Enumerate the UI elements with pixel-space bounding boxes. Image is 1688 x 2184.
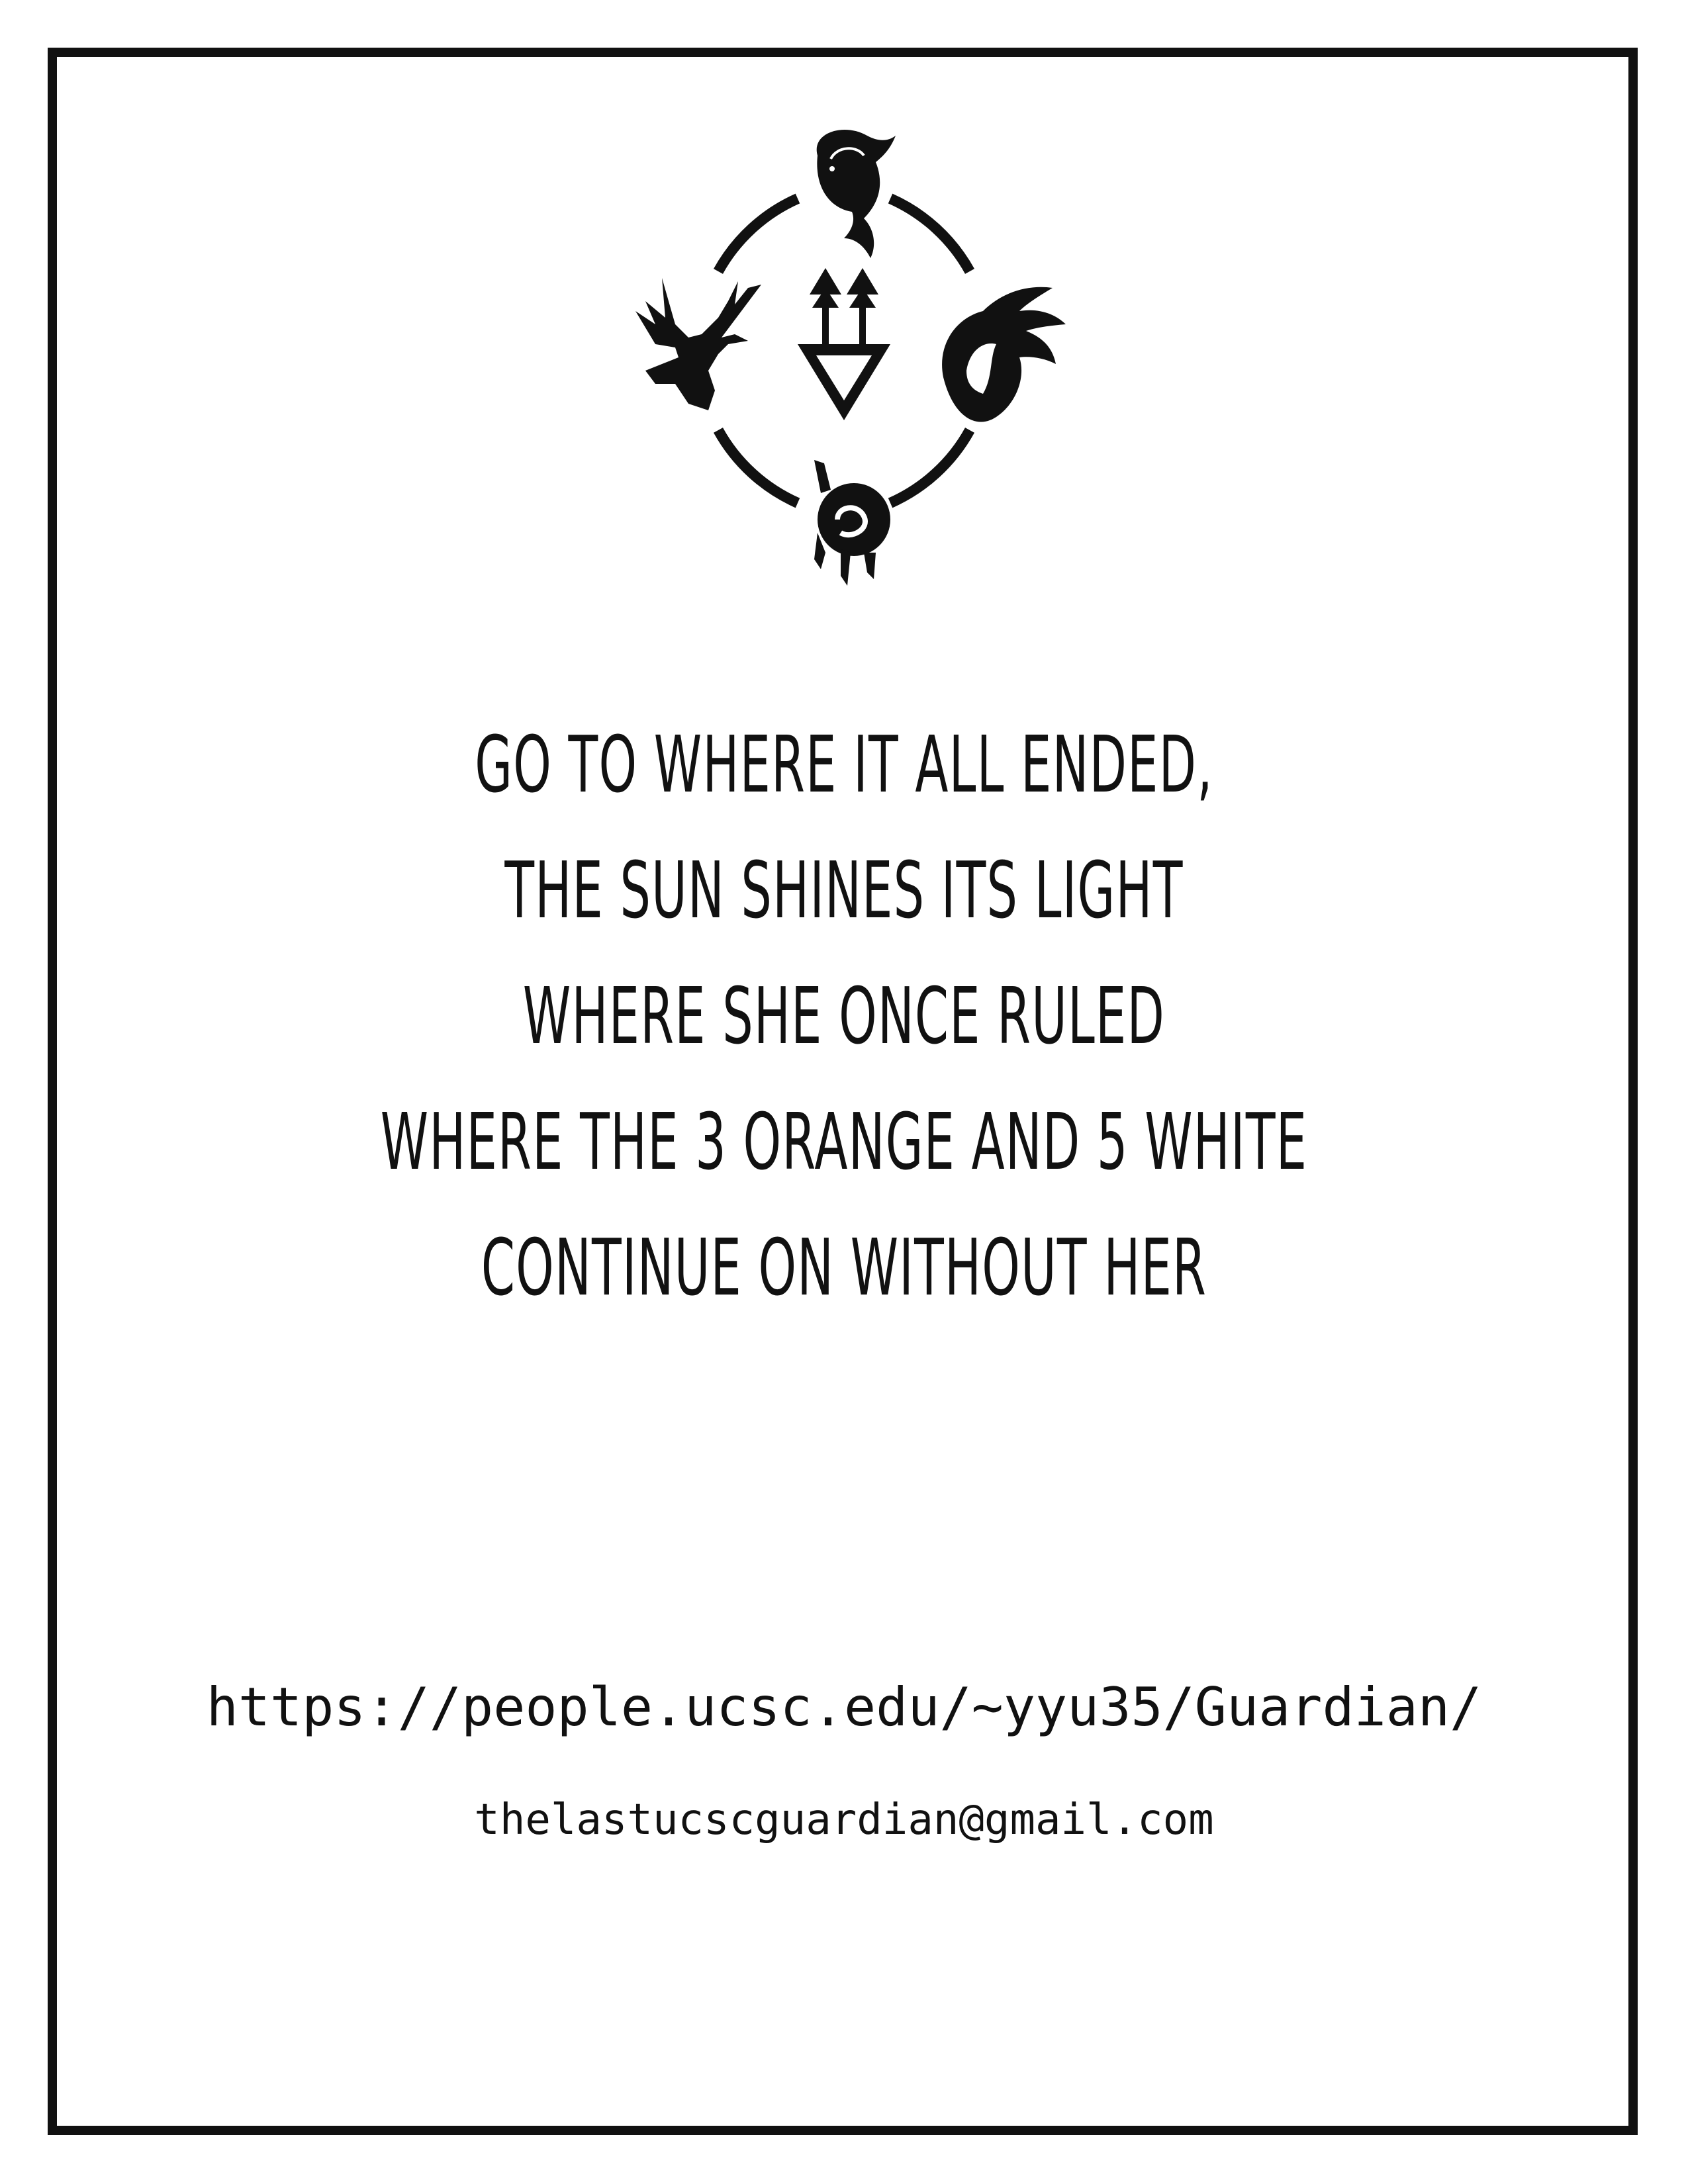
riddle-line: CONTINUE ON WITHOUT HER xyxy=(481,1222,1207,1313)
riddle-line: WHERE THE 3 ORANGE AND 5 WHITE xyxy=(380,1096,1308,1187)
riddle-line: WHERE SHE ONCE RULED xyxy=(522,970,1166,1062)
snail-icon xyxy=(814,460,890,586)
fish-icon xyxy=(817,130,896,258)
bird-icon xyxy=(942,287,1066,422)
riddle-line: GO TO WHERE IT ALL ENDED, xyxy=(475,719,1213,810)
contact-email: thelastucscguardian@gmail.com xyxy=(474,1796,1214,1844)
deer-icon xyxy=(635,278,761,410)
website-url: https://people.ucsc.edu/~yyu35/Guardian/ xyxy=(206,1676,1482,1738)
riddle-line: THE SUN SHINES ITS LIGHT xyxy=(504,844,1184,936)
guardian-emblem xyxy=(616,119,1072,609)
trees-triangle-icon xyxy=(798,268,890,420)
riddle-text xyxy=(66,702,1622,1330)
